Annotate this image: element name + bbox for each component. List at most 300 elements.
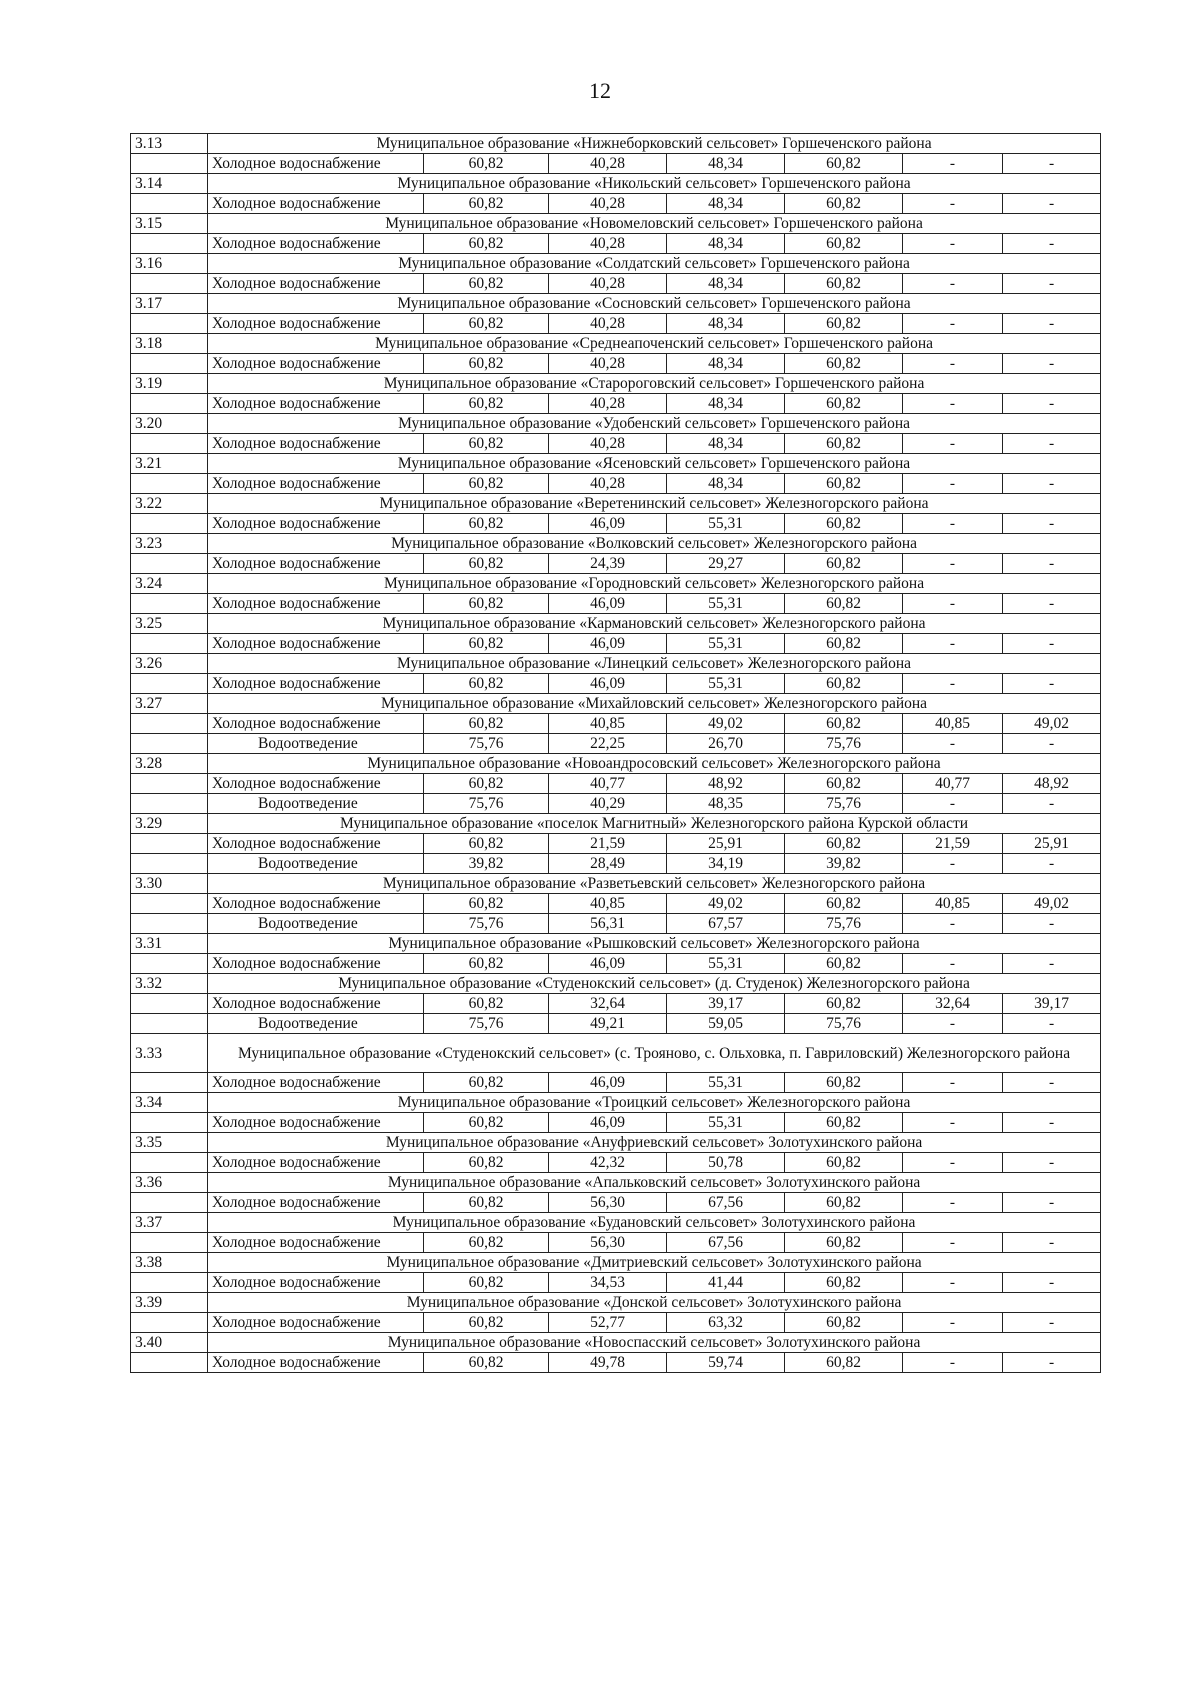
tariff-value: 55,31 [667,634,785,654]
item-number: 3.32 [131,974,208,994]
item-number: 3.21 [131,454,208,474]
empty-cell [131,594,208,614]
tariff-row [131,1073,1101,1093]
municipality-title: Муниципальное образование «Среднеапоченский сельсовет» Горшеченского района [208,334,1101,354]
tariff-value: 39,17 [1003,994,1101,1014]
tariff-value: 60,82 [424,634,549,654]
municipality-row [131,334,1101,354]
tariff-value: 21,59 [549,834,667,854]
tariff-row [131,514,1101,534]
service-name: Холодное водоснабжение [208,1193,424,1213]
tariff-value: 32,64 [549,994,667,1014]
tariff-value: 60,82 [785,674,903,694]
empty-cell [131,274,208,294]
municipality-row [131,254,1101,274]
tariff-value: 56,31 [549,914,667,934]
tariff-value: 48,34 [667,194,785,214]
tariff-value: 39,17 [667,994,785,1014]
tariff-value: 26,70 [667,734,785,754]
service-name: Холодное водоснабжение [208,634,424,654]
tariff-value: - [1003,1113,1101,1133]
municipality-title: Муниципальное образование «Донской сельсовет» Золотухинского района [208,1293,1101,1313]
tariff-value: - [903,194,1003,214]
tariff-value: - [903,1233,1003,1253]
municipality-title: Муниципальное образование «Городновский сельсовет» Железногорского района [208,574,1101,594]
tariff-value: 49,02 [667,714,785,734]
tariff-value: - [903,794,1003,814]
tariff-value: - [1003,734,1101,754]
tariff-value: 60,82 [785,154,903,174]
municipality-title: Муниципальное образование «Веретенинский сельсовет» Железногорского района [208,494,1101,514]
empty-cell [131,234,208,254]
empty-cell [131,1353,208,1373]
tariff-value: 40,28 [549,314,667,334]
tariff-value: - [903,854,1003,874]
tariff-value: 75,76 [424,914,549,934]
municipality-row [131,174,1101,194]
tariff-value: 46,09 [549,954,667,974]
tariff-value: 60,82 [424,314,549,334]
tariff-value: 40,29 [549,794,667,814]
tariff-value: - [903,514,1003,534]
tariff-value: 46,09 [549,594,667,614]
service-name: Холодное водоснабжение [208,234,424,254]
empty-cell [131,774,208,794]
tariff-value: - [903,734,1003,754]
empty-cell [131,1153,208,1173]
tariff-value: 40,85 [549,714,667,734]
tariff-row [131,594,1101,614]
tariff-value: 75,76 [785,1014,903,1034]
municipality-row [131,1133,1101,1153]
tariff-value: - [1003,434,1101,454]
tariff-value: 48,92 [1003,774,1101,794]
tariff-value: - [903,1313,1003,1333]
tariff-value: - [1003,954,1101,974]
tariff-value: 60,82 [424,154,549,174]
service-name: Холодное водоснабжение [208,1113,424,1133]
tariff-value: 75,76 [424,734,549,754]
tariff-value: 60,82 [424,714,549,734]
tariff-value: 75,76 [785,794,903,814]
tariff-row [131,394,1101,414]
tariff-value: - [903,274,1003,294]
service-name: Холодное водоснабжение [208,314,424,334]
municipality-title: Муниципальное образование «Студенокский сельсовет» (с. Трояново, с. Ольховка, п. Гавриловский) Железногорского района [208,1034,1101,1073]
empty-cell [131,394,208,414]
tariff-value: 60,82 [424,1233,549,1253]
municipality-row [131,294,1101,314]
tariff-value: 25,91 [667,834,785,854]
tariff-row [131,994,1101,1014]
municipality-title: Муниципальное образование «Новоспасский сельсовет» Золотухинского района [208,1333,1101,1353]
tariff-value: 75,76 [785,914,903,934]
service-name: Холодное водоснабжение [208,154,424,174]
tariff-value: 40,28 [549,234,667,254]
tariff-value: 60,82 [424,1313,549,1333]
tariff-value: 60,82 [785,194,903,214]
empty-cell [131,834,208,854]
service-name: Холодное водоснабжение [208,434,424,454]
tariff-value: 48,34 [667,154,785,174]
service-name: Холодное водоснабжение [208,354,424,374]
tariff-value: - [1003,1014,1101,1034]
tariff-value: - [1003,914,1101,934]
municipality-row [131,814,1101,834]
tariff-value: - [1003,594,1101,614]
tariff-value: 40,85 [903,714,1003,734]
empty-cell [131,1233,208,1253]
tariff-row [131,854,1101,874]
tariff-value: 40,28 [549,194,667,214]
tariff-value: 60,82 [424,774,549,794]
tariff-value: 60,82 [424,1073,549,1093]
tariff-value: - [1003,1073,1101,1093]
municipality-row [131,534,1101,554]
municipality-row [131,574,1101,594]
tariff-value: 60,82 [424,1113,549,1133]
tariff-value: 40,28 [549,474,667,494]
municipality-row [131,1034,1101,1073]
service-name: Холодное водоснабжение [208,994,424,1014]
tariff-value: - [903,954,1003,974]
service-name: Холодное водоснабжение [208,1313,424,1333]
municipality-title: Муниципальное образование «Разветьевский сельсовет» Железногорского района [208,874,1101,894]
empty-cell [131,1014,208,1034]
municipality-row [131,694,1101,714]
tariff-row [131,1113,1101,1133]
service-name: Холодное водоснабжение [208,1073,424,1093]
tariff-value: 60,82 [785,234,903,254]
tariff-value: 60,82 [785,354,903,374]
tariff-value: 39,82 [785,854,903,874]
municipality-row [131,874,1101,894]
tariff-value: 60,82 [424,434,549,454]
tariff-value: - [903,314,1003,334]
tariff-table [130,133,1101,1373]
tariff-value: 59,05 [667,1014,785,1034]
tariff-value: 60,82 [424,354,549,374]
service-name: Холодное водоснабжение [208,674,424,694]
tariff-value: - [1003,794,1101,814]
tariff-value: 49,02 [1003,714,1101,734]
tariff-value: - [1003,274,1101,294]
tariff-value: 40,28 [549,394,667,414]
municipality-title: Муниципальное образование «Кармановский сельсовет» Железногорского района [208,614,1101,634]
empty-cell [131,634,208,654]
item-number: 3.30 [131,874,208,894]
municipality-row [131,754,1101,774]
tariff-value: 60,82 [785,514,903,534]
service-name: Холодное водоснабжение [208,1233,424,1253]
tariff-value: 60,82 [424,834,549,854]
municipality-title: Муниципальное образование «Нижнеборковский сельсовет» Горшеченского района [208,134,1101,154]
service-name: Холодное водоснабжение [208,274,424,294]
service-name: Водоотведение [208,1014,424,1034]
tariff-value: 29,27 [667,554,785,574]
tariff-value: 60,82 [424,234,549,254]
item-number: 3.15 [131,214,208,234]
tariff-row [131,154,1101,174]
tariff-value: 46,09 [549,1073,667,1093]
tariff-value: - [1003,234,1101,254]
tariff-value: - [1003,634,1101,654]
tariff-value: 48,34 [667,274,785,294]
tariff-value: - [903,1113,1003,1133]
tariff-value: 48,34 [667,234,785,254]
service-name: Холодное водоснабжение [208,894,424,914]
municipality-title: Муниципальное образование «Михайловский сельсовет» Железногорского района [208,694,1101,714]
tariff-value: 60,82 [785,1273,903,1293]
tariff-value: - [903,554,1003,574]
item-number: 3.23 [131,534,208,554]
tariff-value: 56,30 [549,1233,667,1253]
service-name: Холодное водоснабжение [208,714,424,734]
municipality-title: Муниципальное образование «Будановский сельсовет» Золотухинского района [208,1213,1101,1233]
tariff-value: 55,31 [667,954,785,974]
tariff-value: 34,53 [549,1273,667,1293]
tariff-value: 60,82 [424,514,549,534]
tariff-value: 60,82 [785,1153,903,1173]
item-number: 3.35 [131,1133,208,1153]
service-name: Водоотведение [208,854,424,874]
tariff-value: 60,82 [785,1113,903,1133]
tariff-value: - [1003,1233,1101,1253]
tariff-row [131,954,1101,974]
tariff-value: 60,82 [785,714,903,734]
tariff-value: 60,82 [785,834,903,854]
tariff-value: - [1003,154,1101,174]
tariff-value: - [1003,394,1101,414]
tariff-value: - [903,1153,1003,1173]
municipality-row [131,1253,1101,1273]
empty-cell [131,674,208,694]
item-number: 3.14 [131,174,208,194]
tariff-row [131,894,1101,914]
empty-cell [131,794,208,814]
tariff-row [131,354,1101,374]
service-name: Водоотведение [208,914,424,934]
tariff-value: 60,82 [785,594,903,614]
service-name: Холодное водоснабжение [208,1353,424,1373]
tariff-value: 60,82 [424,994,549,1014]
tariff-row [131,434,1101,454]
tariff-row [131,314,1101,334]
municipality-row [131,214,1101,234]
tariff-value: - [903,674,1003,694]
tariff-value: 22,25 [549,734,667,754]
municipality-row [131,934,1101,954]
service-name: Холодное водоснабжение [208,474,424,494]
municipality-row [131,1173,1101,1193]
municipality-title: Муниципальное образование «Дмитриевский сельсовет» Золотухинского района [208,1253,1101,1273]
tariff-value: 55,31 [667,514,785,534]
item-number: 3.13 [131,134,208,154]
tariff-value: 24,39 [549,554,667,574]
tariff-value: 60,82 [785,434,903,454]
empty-cell [131,434,208,454]
tariff-value: 48,34 [667,354,785,374]
tariff-value: 40,85 [903,894,1003,914]
tariff-table-body [131,134,1101,1373]
tariff-value: 60,82 [785,1233,903,1253]
tariff-value: 60,82 [424,894,549,914]
municipality-row [131,454,1101,474]
item-number: 3.20 [131,414,208,434]
tariff-value: - [903,634,1003,654]
tariff-value: 46,09 [549,634,667,654]
tariff-value: 55,31 [667,674,785,694]
municipality-title: Муниципальное образование «Никольский сельсовет» Горшеченского района [208,174,1101,194]
service-name: Водоотведение [208,734,424,754]
item-number: 3.37 [131,1213,208,1233]
municipality-row [131,614,1101,634]
tariff-value: 60,82 [424,594,549,614]
tariff-value: - [1003,554,1101,574]
tariff-value: 60,82 [785,474,903,494]
tariff-row [131,1193,1101,1213]
tariff-value: 39,82 [424,854,549,874]
tariff-value: 52,77 [549,1313,667,1333]
tariff-value: 28,49 [549,854,667,874]
service-name: Холодное водоснабжение [208,1273,424,1293]
tariff-value: - [903,1273,1003,1293]
tariff-value: - [903,434,1003,454]
tariff-value: - [1003,1153,1101,1173]
empty-cell [131,1193,208,1213]
tariff-value: - [1003,674,1101,694]
tariff-value: - [1003,194,1101,214]
tariff-value: 60,82 [785,1353,903,1373]
tariff-value: 67,57 [667,914,785,934]
item-number: 3.36 [131,1173,208,1193]
tariff-value: 60,82 [785,314,903,334]
tariff-value: 59,74 [667,1353,785,1373]
tariff-value: 60,82 [785,994,903,1014]
tariff-value: 40,28 [549,274,667,294]
tariff-value: 34,19 [667,854,785,874]
tariff-value: 75,76 [424,794,549,814]
tariff-value: 55,31 [667,1073,785,1093]
empty-cell [131,714,208,734]
tariff-value: 56,30 [549,1193,667,1213]
tariff-row [131,1014,1101,1034]
municipality-title: Муниципальное образование «Ясеновский сельсовет» Горшеченского района [208,454,1101,474]
municipality-row [131,1293,1101,1313]
municipality-title: Муниципальное образование «Троицкий сельсовет» Железногорского района [208,1093,1101,1113]
municipality-title: Муниципальное образование «Сосновский сельсовет» Горшеченского района [208,294,1101,314]
tariff-value: 49,21 [549,1014,667,1034]
municipality-row [131,134,1101,154]
tariff-value: 60,82 [785,554,903,574]
service-name: Холодное водоснабжение [208,954,424,974]
tariff-row [131,914,1101,934]
empty-cell [131,1313,208,1333]
tariff-value: 55,31 [667,1113,785,1133]
tariff-value: - [903,1353,1003,1373]
tariff-value: 46,09 [549,674,667,694]
tariff-value: 75,76 [785,734,903,754]
tariff-row [131,1273,1101,1293]
service-name: Холодное водоснабжение [208,594,424,614]
tariff-value: - [1003,474,1101,494]
tariff-value: 40,77 [903,774,1003,794]
tariff-row [131,1353,1101,1373]
service-name: Холодное водоснабжение [208,834,424,854]
municipality-row [131,1213,1101,1233]
tariff-row [131,674,1101,694]
tariff-value: 60,82 [424,1153,549,1173]
item-number: 3.16 [131,254,208,274]
page-number: 12 [589,78,611,103]
municipality-row [131,1333,1101,1353]
tariff-value: 40,77 [549,774,667,794]
tariff-value: 60,82 [785,634,903,654]
item-number: 3.25 [131,614,208,634]
service-name: Холодное водоснабжение [208,554,424,574]
tariff-value: - [1003,1353,1101,1373]
item-number: 3.31 [131,934,208,954]
tariff-value: 49,02 [1003,894,1101,914]
empty-cell [131,474,208,494]
service-name: Холодное водоснабжение [208,1153,424,1173]
tariff-value: 60,82 [424,1193,549,1213]
empty-cell [131,1073,208,1093]
item-number: 3.19 [131,374,208,394]
tariff-value: 60,82 [424,1273,549,1293]
tariff-value: 60,82 [424,474,549,494]
tariff-value: - [1003,354,1101,374]
tariff-value: 60,82 [424,554,549,574]
empty-cell [131,954,208,974]
municipality-title: Муниципальное образование «Студенокский сельсовет» (д. Студенок) Железногорского района [208,974,1101,994]
tariff-value: 46,09 [549,1113,667,1133]
tariff-value: - [1003,314,1101,334]
tariff-value: 60,82 [785,1193,903,1213]
item-number: 3.40 [131,1333,208,1353]
tariff-value: 48,35 [667,794,785,814]
tariff-value: 67,56 [667,1193,785,1213]
empty-cell [131,514,208,534]
tariff-value: 40,28 [549,354,667,374]
tariff-value: - [903,394,1003,414]
tariff-value: - [903,1073,1003,1093]
municipality-title: Муниципальное образование «Солдатский сельсовет» Горшеченского района [208,254,1101,274]
tariff-value: 60,82 [785,394,903,414]
tariff-row [131,274,1101,294]
tariff-row [131,554,1101,574]
municipality-title: Муниципальное образование «Удобенский сельсовет» Горшеченского района [208,414,1101,434]
municipality-title: Муниципальное образование «Старороговский сельсовет» Горшеченского района [208,374,1101,394]
municipality-title: Муниципальное образование «Рышковский сельсовет» Железногорского района [208,934,1101,954]
municipality-title: Муниципальное образование «Новомеловский сельсовет» Горшеченского района [208,214,1101,234]
tariff-value: - [1003,1193,1101,1213]
item-number: 3.34 [131,1093,208,1113]
item-number: 3.33 [131,1034,208,1073]
tariff-value: 67,56 [667,1233,785,1253]
tariff-value: 60,82 [424,274,549,294]
tariff-value: 60,82 [785,894,903,914]
tariff-value: 41,44 [667,1273,785,1293]
tariff-value: - [903,154,1003,174]
empty-cell [131,1273,208,1293]
tariff-value: - [903,914,1003,934]
item-number: 3.39 [131,1293,208,1313]
empty-cell [131,994,208,1014]
tariff-value: 60,82 [785,954,903,974]
tariff-value: 60,82 [424,954,549,974]
tariff-value: - [1003,1313,1101,1333]
